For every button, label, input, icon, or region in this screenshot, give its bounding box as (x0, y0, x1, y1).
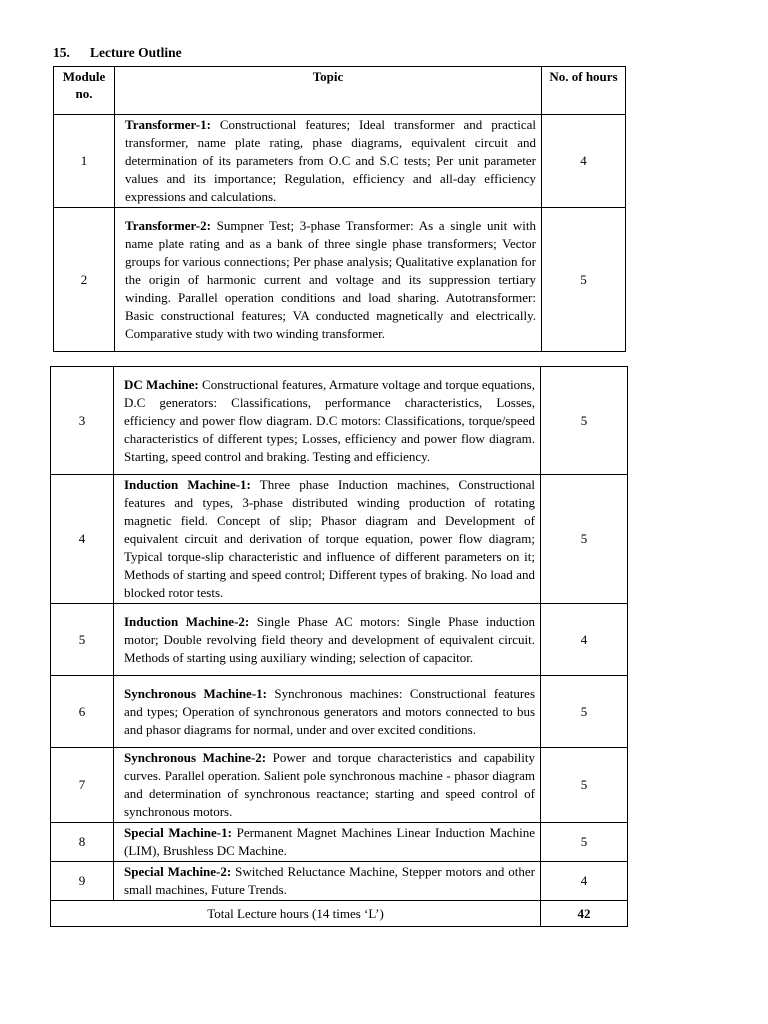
module-title: Induction Machine-1: (124, 477, 251, 492)
header-topic-label: Topic (312, 69, 344, 84)
module-topic (114, 475, 541, 604)
module-topic (114, 748, 541, 823)
total-hours: 42 (541, 901, 628, 927)
table-row (51, 748, 628, 823)
module-description: Permanent Magnet Machines Linear Induction Machine (LIM), Brushless DC Machine. (124, 825, 535, 858)
table-row (51, 862, 628, 901)
module-topic (115, 115, 542, 208)
lecture-outline-table-part-2 (50, 366, 628, 927)
header-hours (542, 67, 626, 115)
table-row (51, 475, 628, 604)
module-title: Special Machine-2: (124, 864, 232, 879)
module-hours: 5 (541, 676, 628, 748)
module-number: 9 (51, 862, 114, 901)
module-hours: 4 (541, 862, 628, 901)
module-number: 5 (51, 604, 114, 676)
module-topic (114, 604, 541, 676)
module-hours: 4 (542, 115, 626, 208)
module-description: Synchronous machines: Constructional features and types; Operation of synchronous generators and motors connected to bus and phasor diagrams for normal, under and over excited conditions. (124, 685, 536, 737)
section-number: 15. (53, 45, 70, 60)
module-hours: 5 (541, 823, 628, 862)
module-number: 8 (51, 823, 114, 862)
module-hours: 5 (541, 367, 628, 475)
module-description: Three phase Induction machines, Constructional features and types, 3-phase distributed winding production of rotating magnetic field. Concept of slip; Phasor diagram and Development of equivalent circuit and derivation of torque equation, power flow diagram; Typical torque-slip characteristic and influence of different parameters on it; Methods of starting and speed control; Different types of braking. No load and blocked rotor tests. (124, 477, 536, 600)
module-topic (114, 676, 541, 748)
module-description: Switched Reluctance Machine, Stepper motors and other small machines, Future Trends. (124, 864, 535, 897)
module-topic (114, 862, 541, 901)
module-title: Special Machine-1: (124, 825, 232, 840)
module-title: Transformer-2: (125, 217, 211, 233)
module-description: Power and torque characteristics and capability curves. Parallel operation. Salient pole synchronous machine - phasor diagram and determination of synchronous reactance; starting and speed control of synchronous motors. (124, 750, 535, 819)
module-number: 2 (54, 208, 115, 352)
section-heading (53, 45, 182, 61)
module-description: Constructional features, Armature voltage and torque equations, D.C generators: Classifications, performance characteristics, Losses, efficiency and power flow diagram. D.C motors: Classifications, torque/speed characteristics of different types; Losses, efficiency and power flow diagram. Starting, speed control and braking. Testing and efficiency. (124, 376, 535, 464)
header-hours-label: No. of hours (549, 69, 618, 84)
module-hours: 5 (541, 748, 628, 823)
module-number: 4 (51, 475, 114, 604)
section-title: Lecture Outline (90, 45, 182, 60)
module-topic (115, 208, 542, 352)
header-module-label: Module no. (62, 69, 106, 101)
header-topic (115, 67, 542, 115)
table-header-row (54, 67, 626, 115)
table-row (51, 823, 628, 862)
module-description: Sumpner Test; 3-phase Transformer: As a single unit with name plate rating and as a bank of three single phase transformers; Vector groups for various connections; Per phase analysis; Qualitative explanation for the origin of harmonic current and voltage and its suppression tertiary winding. Parallel operation conditions and load sharing. Autotransformer: Basic constructional features; VA conducted magnetically and electrically. Comparative study with two winding transformer. (125, 217, 536, 341)
total-label: Total Lecture hours (14 times ‘L’) (51, 901, 541, 927)
module-title: Transformer-1: (125, 117, 211, 132)
table-row (51, 367, 628, 475)
module-hours: 5 (541, 475, 628, 604)
module-title: Synchronous Machine-2: (124, 750, 267, 765)
module-hours: 5 (542, 208, 626, 352)
module-number: 1 (54, 115, 115, 208)
module-number: 6 (51, 676, 114, 748)
module-hours: 4 (541, 604, 628, 676)
header-module (54, 67, 115, 115)
module-description: Constructional features; Ideal transformer and practical transformer, name plate rating, phase diagrams, equivalent circuit and determination of its parameters from O.C and S.C tests; Per unit parameter values and its importance; Regulation, efficiency and all-day efficiency expressions and calculations. (125, 117, 536, 204)
module-number: 7 (51, 748, 114, 823)
module-title: Synchronous Machine-1: (124, 685, 267, 701)
lecture-outline-table-part-1 (53, 66, 626, 352)
module-topic (114, 367, 541, 475)
module-description: Single Phase AC motors: Single Phase induction motor; Double revolving field theory and development of equivalent circuit. Methods of starting using auxiliary winding; selection of capacitor. (124, 613, 535, 665)
module-title: Induction Machine-2: (124, 613, 250, 629)
total-row (51, 901, 628, 927)
table-row (54, 208, 626, 352)
module-title: DC Machine: (124, 376, 199, 392)
table-row (51, 604, 628, 676)
module-number: 3 (51, 367, 114, 475)
module-topic (114, 823, 541, 862)
table-row (54, 115, 626, 208)
table-row (51, 676, 628, 748)
